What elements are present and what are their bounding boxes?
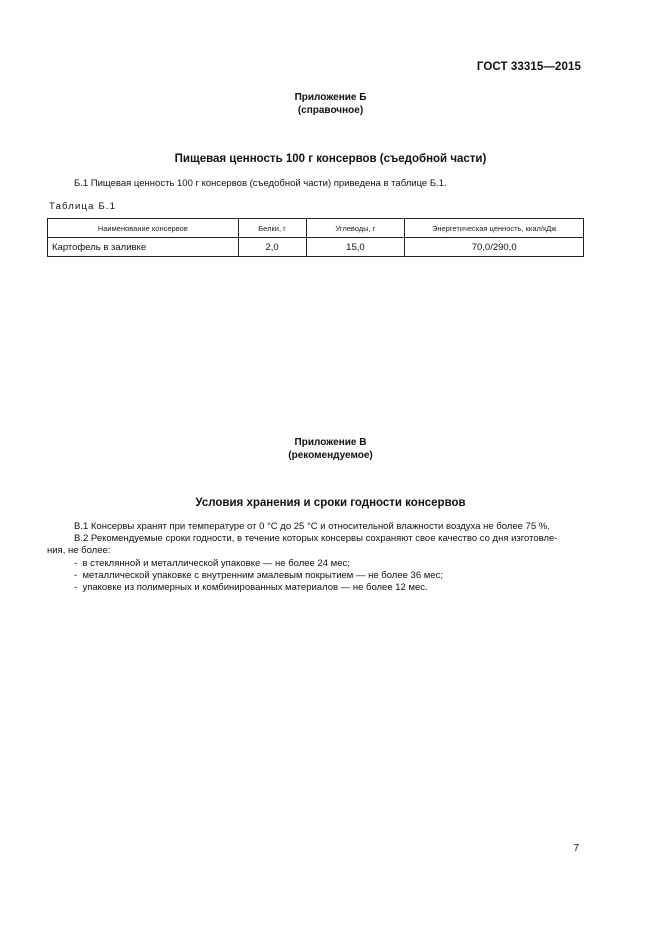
annex-b-paragraph: Б.1 Пищевая ценность 100 г консервов (съедобной части) приведена в таблице Б.1. (74, 178, 447, 189)
page-number: 7 (573, 843, 579, 854)
table-cell-energy: 70,0/290,0 (405, 238, 584, 257)
table-cell-product: Картофель в заливке (48, 238, 239, 257)
list-item-text: упаковке из полимерных и комбинированных материалов — не более 12 мес. (82, 582, 428, 593)
list-item-text: в стеклянной и металлической упаковке — не более 24 мес; (82, 558, 350, 569)
annex-v-title: Приложение В (294, 437, 367, 448)
table-header-row (48, 219, 584, 238)
annex-v-paragraph-2: В.2 Рекомендуемые сроки годности, в течение которых консервы сохраняют свое качество со дня изготовле- (74, 533, 558, 544)
list-marker: - (74, 570, 78, 581)
annex-v-subtitle: (рекомендуемое) (288, 450, 373, 461)
list-marker: - (74, 582, 78, 593)
annex-v-paragraph-2-cont: ния, не более: (47, 545, 111, 556)
list-marker: - (74, 558, 78, 569)
list-item-text: металлической упаковке с внутренним эмалевым покрытием — не более 36 мес; (82, 570, 443, 581)
annex-b-title: Приложение Б (294, 92, 367, 103)
table-header-cell: Наименование консервов (48, 219, 239, 238)
table-caption: Таблица Б.1 (49, 201, 117, 212)
table-row (48, 238, 584, 257)
table-header-cell: Углеводы, г (306, 219, 405, 238)
table-cell-carbs: 15,0 (306, 238, 405, 257)
list-item (74, 570, 443, 583)
table-header-cell: Белки, г (238, 219, 306, 238)
nutrition-table (47, 218, 584, 257)
annex-b-heading: Пищевая ценность 100 г консервов (съедобной части) (174, 153, 487, 165)
list-item (74, 582, 428, 595)
list-item (74, 558, 350, 571)
table-cell-protein: 2,0 (238, 238, 306, 257)
table-header-cell: Энергетическая ценность, ккал/кДж (405, 219, 584, 238)
document-code: ГОСТ 33315—2015 (476, 61, 581, 73)
annex-v-heading: Условия хранения и сроки годности консервов (195, 497, 466, 509)
annex-v-paragraph-1: В.1 Консервы хранят при температуре от 0 °С до 25 °С и относительной влажности воздуха не более 75 %. (74, 521, 550, 532)
annex-b-subtitle: (справочное) (297, 105, 364, 116)
